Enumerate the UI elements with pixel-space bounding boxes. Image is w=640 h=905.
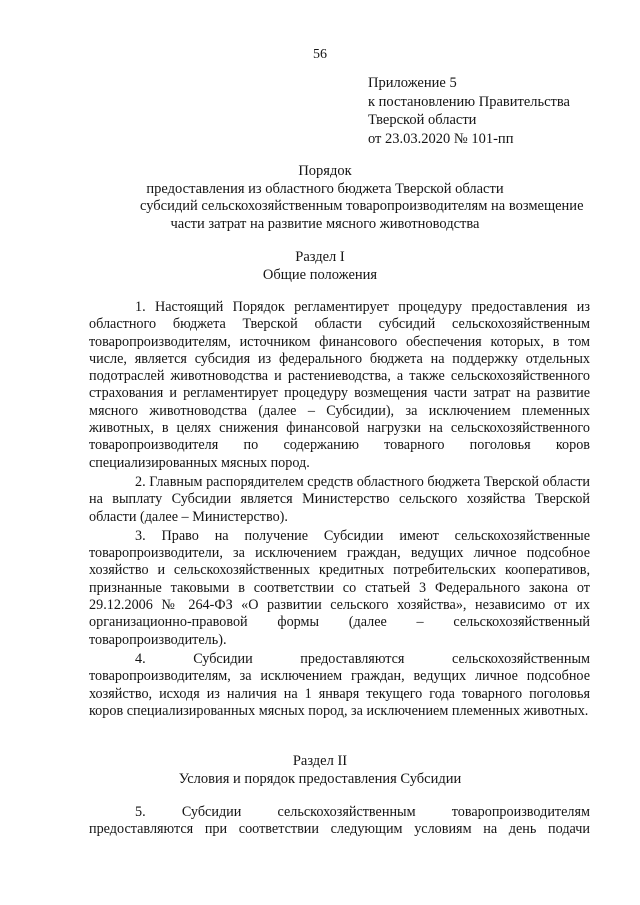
appendix-line-3: Тверской области	[368, 112, 477, 128]
section-2-body	[89, 804, 590, 839]
paragraph-5-line-1: 5. Субсидии сельскохозяйственным товаропроизводителям	[135, 804, 590, 820]
document-title	[140, 163, 584, 233]
paragraph-3: 3. Право на получение Субсидии имеют сельскохозяйственные товаропроизводители, за исключением граждан, ведущих личное подсобное хозяйство и сельскохозяйственных кредитных потребительских кооперативов, признанные таковыми в соответствии со статьей 3 Федерального закона от 29.12.2006 № 264-ФЗ «О развитии сельского хозяйства», независимо от их организационно-правовой формы (далее – сельскохозяйственный товаропроизводитель).	[89, 527, 590, 648]
section-1-number: Раздел I	[295, 249, 345, 265]
section-1-name: Общие положения	[262, 267, 378, 283]
appendix-line-4: от 23.03.2020 № 101-пп	[368, 130, 514, 147]
title-line-1: Порядок	[298, 163, 352, 179]
appendix-block	[368, 74, 570, 148]
section-1-body	[89, 299, 590, 720]
appendix-line-2: к постановлению Правительства	[368, 93, 570, 110]
paragraph-2: 2. Главным распорядителем средств областного бюджета Тверской области на выплату Субсидии является Министерство сельского хозяйства Тверской области (далее – Министерство).	[89, 473, 590, 525]
title-line-2: предоставления из областного бюджета Тверской области	[146, 180, 504, 197]
section-2-name: Условия и порядок предоставления Субсидии	[178, 771, 462, 787]
paragraph-1: 1. Настоящий Порядок регламентирует процедуру предоставления из областного бюджета Тверской области субсидий сельскохозяйственным товаропроизводителям, источником финансового обеспечения которых, в том числе, является субсидия из федерального бюджета на поддержку отдельных подотраслей животноводства и растениеводства, а также сельскохозяйственного страхования и регламентирует процедуру возмещения части затрат на развитие мясного животноводства (далее – Субсидии), за исключением племенных животных, в целях снижения финансовой нагрузки на сельскохозяйственного товаропроизводителя по содержанию товарного поголовья коров специализированных мясных пород.	[89, 299, 590, 471]
paragraph-5-line-2: предоставляются при соответствии следующим условиям на день подачи	[89, 821, 590, 838]
paragraph-4: 4. Субсидии предоставляются сельскохозяйственным товаропроизводителям, за исключением граждан, ведущих личное подсобное хозяйство, исходя из наличия на 1 января текущего года товарного поголовья коров специализированных мясных пород, за исключением племенных животных.	[89, 650, 590, 719]
appendix-line-1: Приложение 5	[368, 75, 457, 91]
title-line-4: части затрат на развитие мясного животноводства	[170, 215, 480, 232]
section-1-heading	[0, 248, 640, 284]
title-line-3: субсидий сельскохозяйственным товаропроизводителям на возмещение	[140, 198, 584, 214]
section-2-number: Раздел II	[292, 753, 348, 769]
section-2-heading	[0, 752, 640, 788]
page-number: 56	[313, 47, 327, 62]
